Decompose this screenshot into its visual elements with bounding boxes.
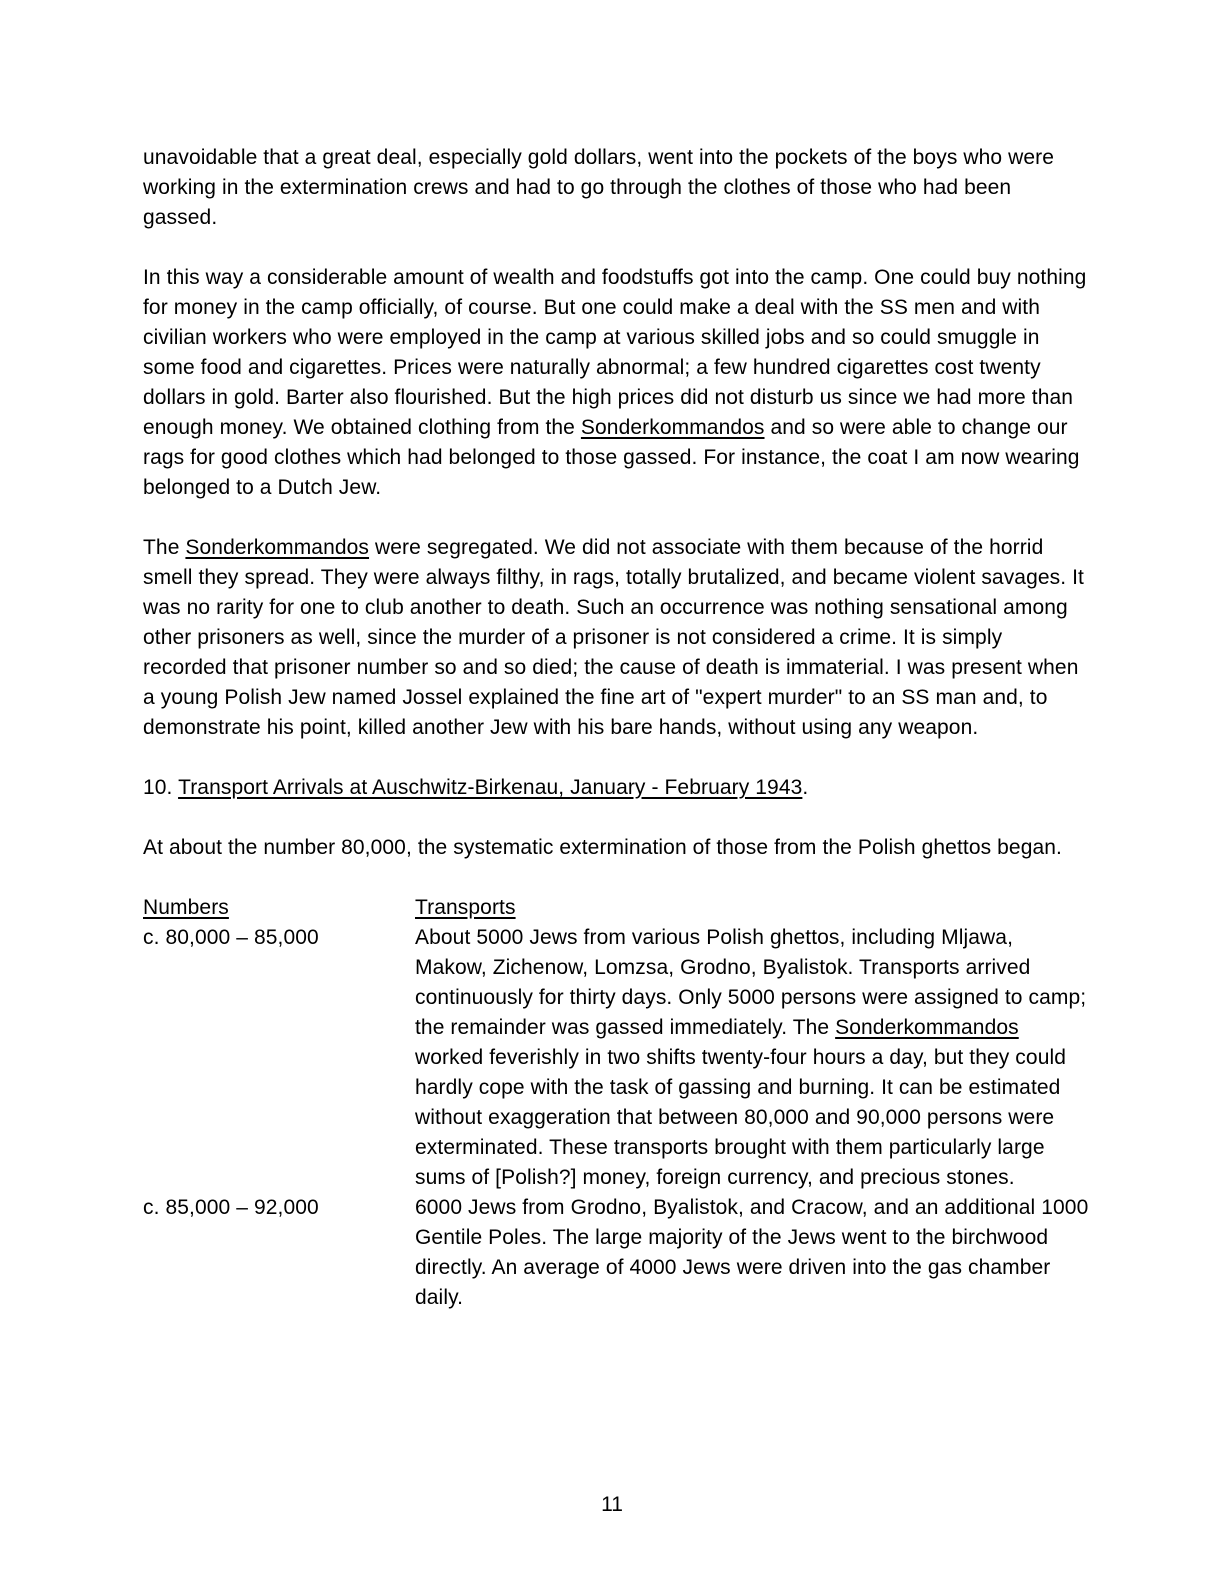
paragraph-continuation [143,143,1090,233]
table-row-1-transport-cell [415,923,1090,1193]
table-row-2-numbers-cell: c. 85,000 – 92,000 [143,1196,319,1219]
underlined-text: Sonderkommandos [580,416,765,439]
text-segment: At about the number 80,000, the systematic extermination of those from the Polish ghettos began. [143,836,1062,859]
text-segment: worked feverishly in two shifts twenty-four hours a day, but they could hardly cope with the task of gassing and burning. It can be estimated without exaggeration that between 80,000 and 90,000 persons were exterminated. These transports brought with them particularly large sums of [Polish?] money, foreign currency, and precious stones. [415,1046,1067,1189]
underlined-text: Sonderkommandos [835,1016,1019,1039]
page-number: 11 [601,1493,623,1516]
section-intro [143,833,1090,863]
transports-column-header: Transports [415,896,516,919]
transport-table [143,893,1090,1313]
underlined-text: Sonderkommandos [185,536,370,559]
text-segment: About 5000 Jews from various Polish ghettos, including Mljawa, Makow, Zichenow, Lomzsa, Grodno, Byalistok. Transports arrived continuously for thirty days. Only 5000 persons were assigned to camp; the remainder was gassed immediately. The [415,926,1087,1039]
numbers-column-header: Numbers [143,896,229,919]
text-segment: were segregated. We did not associate with them because of the horrid smell they spread. They were always filthy, in rags, totally brutalized, and became violent savages. It was no rarity for one to club another to death. Such an occurrence was nothing sensational among other prisoners as well, since the murder of a prisoner is not considered a crime. It is simply recorded that prisoner number so and so died; the cause of death is immaterial. I was present when a young Polish Jew named Jossel explained the fine art of "expert murder" to an SS man and, to demonstrate his point, killed another Jew with his bare hands, without using any weapon. [143,536,1084,739]
paragraph-sonderkommandos [143,533,1090,743]
paragraph-camp-wealth [143,263,1090,503]
text-segment: 10. [143,776,179,799]
text-segment: and so were able to change our rags for good clothes which had belonged to those gassed. For instance, the coat I am now wearing belonged to a Dutch Jew. [143,416,1080,499]
text-segment: unavoidable that a great deal, especially gold dollars, went into the pockets of the boys who were working in the extermination crews and had to go through the clothes of those who had been gassed. [143,146,1055,229]
underlined-text: Transport Arrivals at Auschwitz-Birkenau, January - February 1943 [178,776,803,799]
section-heading [143,773,1090,803]
text-segment: The [143,536,186,559]
text-segment: 6000 Jews from Grodno, Byalistok, and Cracow, and an additional 1000 Gentile Poles. The large majority of the Jews went to the birchwood directly. An average of 4000 Jews were driven into the gas chamber daily. [415,1196,1089,1309]
table-row-2-transport-cell [415,1193,1090,1313]
table-row-1-numbers-cell: c. 80,000 – 85,000 [143,926,319,949]
document-content [143,143,1090,1313]
text-segment: . [802,776,809,799]
text-segment: In this way a considerable amount of wealth and foodstuffs got into the camp. One could buy nothing for money in the camp officially, of course. But one could make a deal with the SS men and with civilian workers who were employed in the camp at various skilled jobs and so could smuggle in some food and cigarettes. Prices were naturally abnormal; a few hundred cigarettes cost twenty dollars in gold. Barter also flourished. But the high prices did not disturb us since we had more than enough money. We obtained clothing from the [143,266,1087,439]
